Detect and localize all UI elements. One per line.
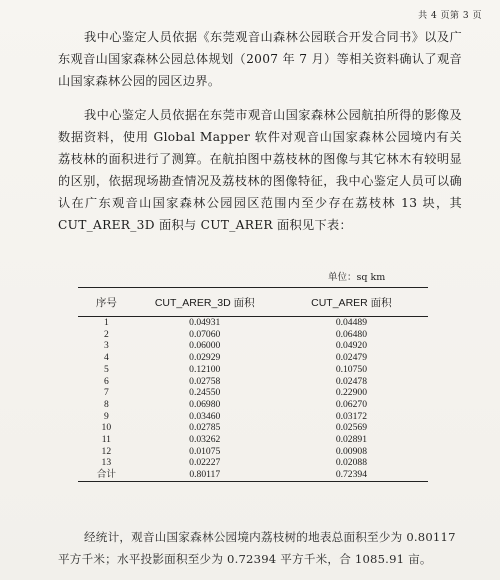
table-row (78, 399, 428, 411)
cell-cut-arer-3d: 0.03460 (189, 410, 221, 422)
cell-index: 1 (103, 317, 109, 328)
cell-cut-arer: 0.02569 (335, 422, 367, 434)
paragraph-boundary: 我中心鉴定人员依据《东莞观音山森林公园联合开发合同书》以及广东观音山国家森林公园总体规划（2007 年 7 月）等相关资料确认了观音山国家森林公园的园区边界。 (58, 30, 462, 88)
cell-cut-arer: 0.02891 (335, 434, 367, 446)
cell-cut-arer: 0.22900 (335, 387, 367, 399)
cell-index: 4 (103, 352, 109, 364)
cell-cut-arer-3d: 0.02758 (189, 375, 221, 387)
body-text (58, 26, 462, 242)
cell-cut-arer: 0.02479 (335, 352, 367, 364)
table-row (78, 340, 428, 352)
header-cut-arer: CUT_ARER 面积 (275, 288, 428, 317)
cell-cut-arer: 0.02478 (335, 375, 367, 387)
table-header (78, 288, 428, 317)
header-row (78, 288, 428, 317)
cell-cut-arer-3d: 0.12100 (189, 363, 221, 375)
header-cut-arer-3d: CUT_ARER_3D 面积 (135, 288, 275, 317)
cell-cut-arer-3d: 0.02929 (189, 352, 221, 364)
table-row (78, 446, 428, 458)
area-table (78, 287, 428, 482)
cell-index: 2 (103, 328, 109, 340)
table-row (78, 352, 428, 364)
summary-paragraph (58, 526, 468, 570)
cell-index: 12 (101, 445, 112, 457)
table-row (78, 411, 428, 423)
cell-cut-arer: 0.04920 (335, 340, 367, 352)
cell-cut-arer: 0.72394 (275, 469, 428, 481)
cell-index: 8 (103, 398, 109, 410)
cell-index: 13 (101, 457, 112, 469)
paragraph-measurement: 我中心鉴定人员依据在东莞市观音山国家森林公园航拍所得的影像及数据资料，使用 Global Mapper 软件对观音山国家森林公园境内有关荔枝林的面积进行了测算。在航拍图中荔枝林的图像与其它林木有较明显的区别，依据现场勘查情况及荔枝林的图像特征，我中心鉴定人员可以确认在广东观音山国家森林公园园区范围内至少存在荔枝林 13 块，其 CUT_ARER_3D 面积与 CUT_ARER 面积见下表： (58, 108, 462, 232)
table-body (78, 317, 428, 482)
cell-cut-arer-3d: 0.07060 (189, 328, 221, 340)
cell-cut-arer-3d: 0.04931 (189, 317, 221, 328)
cell-cut-arer-3d: 0.06980 (189, 398, 221, 410)
cell-cut-arer: 0.03172 (335, 410, 367, 422)
table-row (78, 317, 428, 329)
cell-cut-arer-3d: 0.06000 (189, 340, 221, 352)
unit-label: 单位：sq km (328, 272, 386, 283)
page-number: 共 4 页第 3 页 (418, 11, 482, 21)
table-row (78, 387, 428, 399)
table-row (78, 329, 428, 341)
cell-cut-arer: 0.06480 (335, 328, 367, 340)
cell-index: 合计 (78, 469, 135, 481)
cell-cut-arer-3d: 0.80117 (135, 469, 275, 481)
header-index: 序号 (78, 288, 135, 317)
table-row (78, 376, 428, 388)
cell-cut-arer: 0.06270 (335, 398, 367, 410)
cell-index: 3 (103, 340, 109, 352)
cell-cut-arer-3d: 0.02227 (189, 457, 221, 469)
table-row (78, 457, 428, 469)
cell-cut-arer: 0.10750 (335, 363, 367, 375)
cell-cut-arer-3d: 0.02785 (189, 422, 221, 434)
summary-text: 经统计，观音山国家森林公园境内荔枝树的地表总面积至少为 0.80117 平方千米；水平投影面积至少为 0.72394 平方千米，合 1085.91 亩。 (58, 530, 456, 566)
cell-cut-arer: 0.02088 (335, 457, 367, 469)
table-row (78, 364, 428, 376)
cell-cut-arer-3d: 0.01075 (189, 445, 221, 457)
cell-index: 6 (103, 375, 109, 387)
cell-index: 9 (103, 410, 109, 422)
table-total-row (78, 469, 428, 481)
table-row (78, 422, 428, 434)
cell-cut-arer-3d: 0.03262 (189, 434, 221, 446)
cell-index: 7 (103, 387, 109, 399)
cell-cut-arer: 0.00908 (335, 445, 367, 457)
table-row (78, 434, 428, 446)
cell-index: 11 (101, 434, 111, 446)
cell-index: 10 (101, 422, 112, 434)
cell-cut-arer-3d: 0.24550 (189, 387, 221, 399)
cell-cut-arer: 0.04489 (335, 317, 367, 328)
cell-index: 5 (103, 363, 109, 375)
